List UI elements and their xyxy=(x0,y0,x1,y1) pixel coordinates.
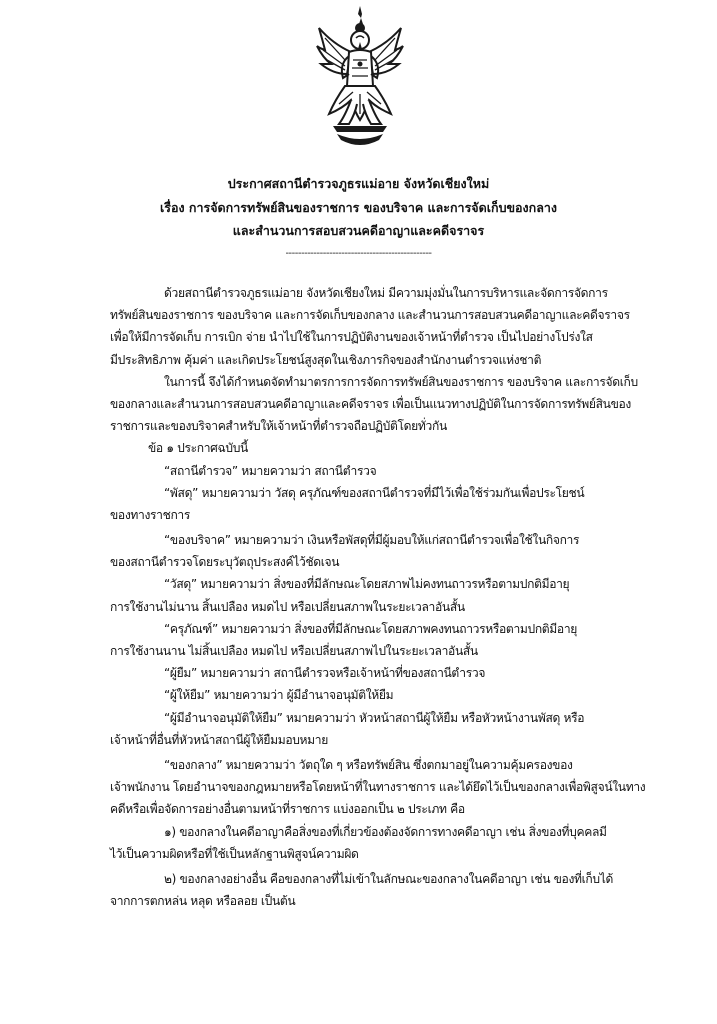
body-text-line: “ครุภัณฑ์” หมายความว่า สิ่งของที่มีลักษณะโดยสภาพคงทนถาวรหรือตามปกติมีอายุ xyxy=(164,621,578,636)
body-text-line: ราชการและของบริจาคสำหรับให้เจ้าหน้าที่ตำรวจถือปฏิบัติโดยทั่วกัน xyxy=(110,419,447,434)
body-text-line: ๒) ของกลางอย่างอื่น คือของกลางที่ไม่เข้าในลักษณะของกลางในคดีอาญา เช่น ของที่เก็บได้ xyxy=(164,871,613,886)
body-text-line: การใช้งานไม่นาน สิ้นเปลือง หมดไป หรือเปลี่ยนสภาพในระยะเวลาอันสั้น xyxy=(110,599,465,614)
body-text-line: ๑) ของกลางในคดีอาญาคือสิ่งของที่เกี่ยวข้องต้องจัดการทางคดีอาญา เช่น สิ่งของที่บุคคลมี xyxy=(164,824,607,839)
body-text-line: ของกลางและสำนวนการสอบสวนคดีอาญาและคดีจราจร เพื่อเป็นแนวทางปฏิบัติในการจัดการทรัพย์สินของ xyxy=(110,396,631,411)
body-text-line: ของทางราชการ xyxy=(110,507,191,522)
body-text-line: ด้วยสถานีตำรวจภูธรแม่อาย จังหวัดเชียงใหม่ มีความมุ่งมั่นในการบริหารและจัดการจัดการ xyxy=(164,286,608,300)
announcement-issuer: ประกาศสถานีตำรวจภูธรแม่อาย จังหวัดเชียงใหม่ xyxy=(227,176,490,191)
body-text-line: มีประสิทธิภาพ คุ้มค่า และเกิดประโยชน์สูงสุดในเชิงภารกิจของสำนักงานตำรวจแห่งชาติ xyxy=(110,352,542,367)
body-text-line: ของสถานีตำรวจโดยระบุวัตถุประสงค์ไว้ชัดเจน xyxy=(110,555,340,570)
body-text-line: การใช้งานนาน ไม่สิ้นเปลือง หมดไป หรือเปลี่ยนสภาพไปในระยะเวลาอันสั้น xyxy=(110,644,478,658)
body-text-line: “ผู้ให้ยืม” หมายความว่า ผู้มีอำนาจอนุมัติให้ยืม xyxy=(164,688,394,703)
body-text-line: “ของบริจาค” หมายความว่า เงินหรือพัสดุที่มีผู้มอบให้แก่สถานีตำรวจเพื่อใช้ในกิจการ xyxy=(164,533,580,548)
garuda-emblem-icon xyxy=(315,4,405,154)
body-text-line: คดีหรือเพื่อจัดการอย่างอื่นตามหน้าที่ราชการ แบ่งออกเป็น ๒ ประเภท คือ xyxy=(110,802,465,817)
separator-line: ----------------------------------------------- xyxy=(285,248,432,259)
body-text-line: ไว้เป็นความผิดหรือที่ใช้เป็นหลักฐานพิสูจน์ความผิด xyxy=(110,846,359,861)
body-text-line: “สถานีตำรวจ” หมายความว่า สถานีตำรวจ xyxy=(164,463,377,478)
body-text-line: เจ้าพนักงาน โดยอำนาจของกฎหมายหรือโดยหน้าที่ในทางราชการ และได้ยึดไว้เป็นของกลางเพื่อพิสูจน์ในทาง xyxy=(110,780,646,795)
body-text-line: “ผู้ยืม” หมายความว่า สถานีตำรวจหรือเจ้าหน้าที่ของสถานีตำรวจ xyxy=(164,666,486,681)
body-text-line: ข้อ ๑ ประกาศฉบับนี้ xyxy=(148,441,248,456)
body-text-line: “ของกลาง” หมายความว่า วัตถุใด ๆ หรือทรัพย์สิน ซึ่งตกมาอยู่ในความคุ้มครองของ xyxy=(164,757,573,772)
body-text-line: “วัสดุ” หมายความว่า สิ่งของที่มีลักษณะโดยสภาพไม่คงทนถาวรหรือตามปกติมีอายุ xyxy=(164,577,570,592)
body-text-line: จากการตกหล่น หลุด หรือลอย เป็นต้น xyxy=(110,894,296,909)
announcement-subject-continued: และสำนวนการสอบสวนคดีอาญาและคดีจราจร xyxy=(232,223,485,238)
announcement-subject: เรื่อง การจัดการทรัพย์สินของราชการ ของบริจาค และการจัดเก็บของกลาง xyxy=(159,200,558,215)
body-text-line: เจ้าหน้าที่อื่นที่หัวหน้าสถานีผู้ให้ยืมมอบหมาย xyxy=(110,732,328,747)
body-text-line: “ผู้มีอำนาจอนุมัติให้ยืม” หมายความว่า หัวหน้าสถานีผู้ให้ยืม หรือหัวหน้างานพัสดุ หรือ xyxy=(164,710,585,725)
body-text-line: เพื่อให้มีการจัดเก็บ การเบิก จ่าย นำไปใช้ในการปฏิบัติงานของเจ้าหน้าที่ตำรวจ เป็นไปอย่างโปร่งใส xyxy=(110,330,593,345)
body-text-line: ทรัพย์สินของราชการ ของบริจาค และการจัดเก็บของกลาง และสำนวนการสอบสวนคดีอาญาและคดีจราจร xyxy=(110,308,630,323)
body-text-line: “พัสดุ” หมายความว่า วัสดุ ครุภัณฑ์ของสถานีตำรวจที่มีไว้เพื่อใช้ร่วมกันเพื่อประโยชน์ xyxy=(164,485,585,500)
announcement-body xyxy=(110,282,652,912)
body-text-line: ในการนี้ จึงได้กำหนดจัดทำมาตรการการจัดการทรัพย์สินของราชการ ของบริจาค และการจัดเก็บ xyxy=(164,374,638,389)
